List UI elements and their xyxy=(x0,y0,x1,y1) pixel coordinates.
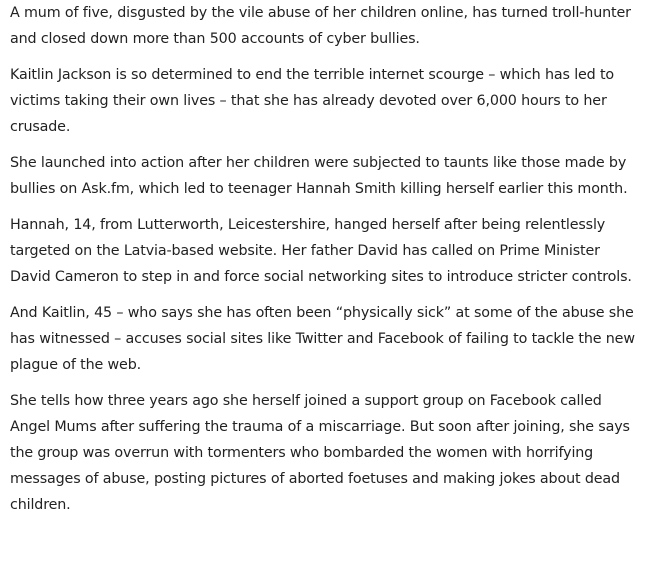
paragraph-intro: A mum of five, disgusted by the vile abuse of her children online, has turned troll-hunter and closed down more than 500 accounts of cyber bullies. xyxy=(10,5,631,47)
paragraph-angel-mums: She tells how three years ago she herself joined a support group on Facebook called Angel Mums after suffering the trauma of a miscarriage. But soon after joining, she says the group was overrun with tormenters who bombarded the women with horrifying messages of abuse, posting pictures of aborted foetuses and making jokes about dead children. xyxy=(10,393,630,513)
paragraph-kaitlin-accuses: And Kaitlin, 45 – who says she has often been “physically sick” at some of the abuse she has witnessed – accuses social sites like Twitter and Facebook of failing to tackle the new plague of the web. xyxy=(10,305,635,373)
paragraph-launch: She launched into action after her children were subjected to taunts like those made by bullies on Ask.fm, which led to teenager Hannah Smith killing herself earlier this month. xyxy=(10,155,628,197)
paragraph-hannah: Hannah, 14, from Lutterworth, Leicestershire, hanged herself after being relentlessly targeted on the Latvia-based website. Her father David has called on Prime Minister David Cameron to step in and force social networking sites to introduce stricter controls. xyxy=(10,217,632,285)
paragraph-kaitlin-determination: Kaitlin Jackson is so determined to end the terrible internet scourge – which has led to victims taking their own lives – that she has already devoted over 6,000 hours to her crusade. xyxy=(10,67,615,135)
